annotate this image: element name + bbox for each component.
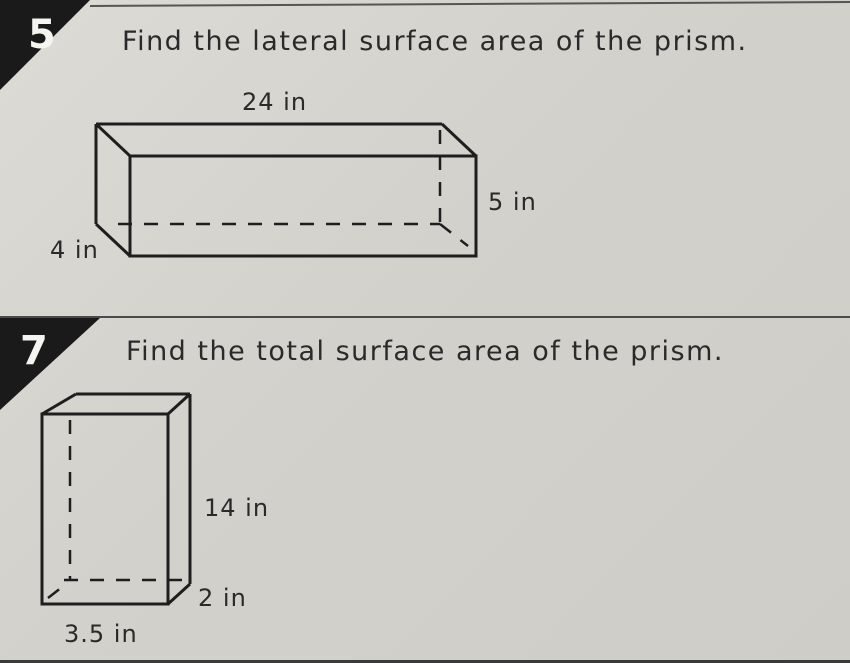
prism-5-edge bbox=[96, 224, 130, 256]
prism-5-edge bbox=[442, 124, 476, 156]
prism-7-front-face bbox=[42, 414, 168, 604]
prism-7-hidden-edges bbox=[48, 420, 186, 598]
prism-5-hidden-edge bbox=[440, 224, 468, 246]
prism-7-edge bbox=[168, 584, 190, 604]
prism-7-height-label: 14 in bbox=[204, 494, 270, 522]
prism-7-width-label: 3.5 in bbox=[64, 620, 138, 648]
prism-7-hidden-edge bbox=[48, 584, 66, 598]
prism-5-length-label: 24 in bbox=[242, 88, 308, 116]
header-line bbox=[90, 2, 850, 6]
prism-5-edge bbox=[96, 124, 130, 156]
prism-7-edge bbox=[168, 394, 190, 414]
prism-5-width-label: 4 in bbox=[50, 236, 99, 264]
prism-5 bbox=[96, 124, 476, 256]
problem-5-question: Find the lateral surface area of the prism. bbox=[122, 26, 748, 57]
prism-7-edge bbox=[42, 394, 76, 414]
prism-5-height-label: 5 in bbox=[488, 188, 537, 216]
problem-7-question: Find the total surface area of the prism. bbox=[126, 336, 724, 367]
prism-7 bbox=[42, 394, 190, 604]
prism-7-depth-label: 2 in bbox=[198, 584, 247, 612]
problem-5-number: 5 bbox=[28, 12, 56, 58]
prism-5-hidden-edges bbox=[118, 130, 468, 246]
problem-7-number: 7 bbox=[20, 328, 48, 374]
prism-5-front-face bbox=[130, 156, 476, 256]
